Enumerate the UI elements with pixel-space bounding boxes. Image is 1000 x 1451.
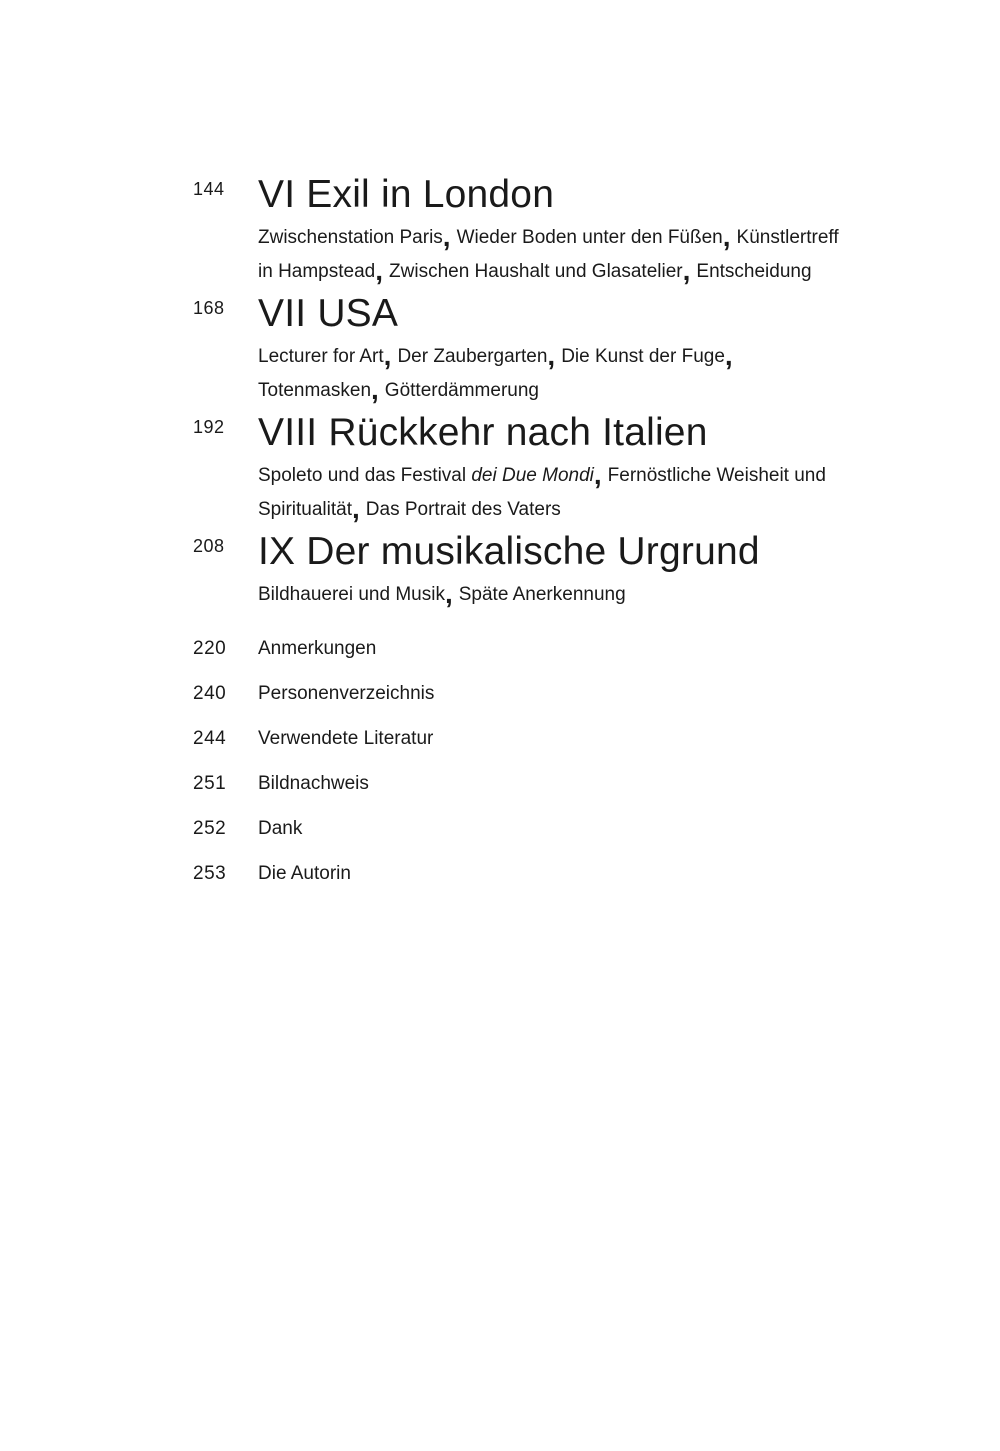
section-title: Lecturer for Art (258, 346, 384, 367)
chapter-title: VII USA (258, 292, 399, 335)
section-title: Die Kunst der Fuge (561, 346, 725, 367)
section-title: Bildhauerei und Musik (258, 584, 445, 605)
section-separator: , (442, 221, 451, 252)
section-separator: , (547, 340, 556, 371)
section-line (258, 255, 918, 289)
section-title: Wieder Boden unter den Füßen (456, 227, 723, 248)
section-separator: , (444, 578, 453, 609)
section-separator: , (383, 340, 392, 371)
section-title: Spiritualität (258, 499, 352, 520)
section-separator: , (682, 255, 691, 286)
section-separator: , (593, 459, 602, 490)
appendix-page-number: 220 (193, 638, 227, 659)
section-line (258, 221, 918, 255)
appendix-entry (0, 638, 1000, 668)
chapter-title: VIII Rückkehr nach Italien (258, 411, 708, 454)
chapter-sections (258, 459, 918, 527)
section-line (258, 459, 918, 493)
appendix-label: Verwendete Literatur (258, 728, 434, 749)
appendix-entry (0, 773, 1000, 803)
section-line (258, 340, 918, 374)
appendix-label: Dank (258, 818, 303, 839)
appendix-page-number: 251 (193, 773, 227, 794)
section-title: Der Zaubergarten (397, 346, 548, 367)
section-separator: , (371, 374, 379, 405)
chapter-sections (258, 221, 918, 289)
chapter-page-number: 192 (193, 417, 225, 437)
section-line (258, 578, 918, 612)
chapter-page-number: 168 (193, 298, 225, 318)
section-line (258, 374, 918, 408)
chapter-page-number: 208 (193, 536, 225, 556)
section-title: Späte Anerkennung (458, 584, 626, 605)
section-separator: , (722, 221, 731, 252)
section-separator: , (724, 340, 733, 371)
appendix-page-number: 253 (193, 863, 227, 884)
chapter-title: IX Der musikalische Urgrund (258, 530, 760, 573)
section-title: Fernöstliche Weisheit und (607, 465, 826, 486)
appendix-page-number: 244 (193, 728, 227, 749)
appendix-page-number: 240 (193, 683, 227, 704)
chapter-sections (258, 340, 918, 408)
section-title: Totenmasken (258, 380, 372, 401)
section-title: Entscheidung (696, 261, 812, 282)
section-title: Zwischenstation Paris (258, 227, 443, 248)
appendix-entry (0, 683, 1000, 713)
appendix-entry (0, 863, 1000, 893)
section-title: Götterdämmerung (384, 380, 539, 401)
section-title: in Hampstead (258, 261, 376, 282)
section-title: dei Due Mondi (471, 465, 594, 486)
appendix-label: Die Autorin (258, 863, 351, 884)
appendix-label: Bildnachweis (258, 773, 369, 794)
section-line (258, 493, 918, 527)
appendix-entry (0, 728, 1000, 758)
appendix-entry (0, 818, 1000, 848)
chapter-sections (258, 578, 918, 612)
appendix-label: Personenverzeichnis (258, 683, 435, 704)
appendix-label: Anmerkungen (258, 638, 377, 659)
section-separator: , (352, 493, 360, 524)
chapter-page-number: 144 (193, 179, 225, 199)
section-title: Das Portrait des Vaters (365, 499, 561, 520)
section-title: Spoleto und das Festival (258, 465, 472, 486)
chapter-title: VI Exil in London (258, 173, 555, 216)
section-separator: , (375, 255, 384, 286)
appendix-page-number: 252 (193, 818, 227, 839)
section-title: Künstlertreff (736, 227, 839, 248)
section-title: Zwischen Haushalt und Glasatelier (389, 261, 683, 282)
